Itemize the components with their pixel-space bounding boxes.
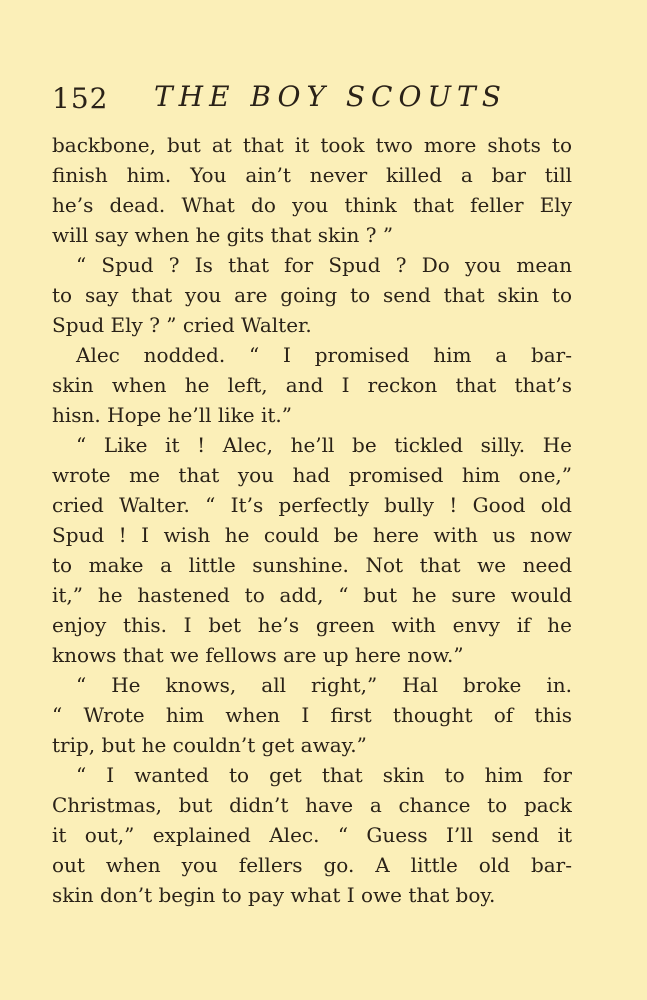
text-line: enjoy this. I bet he’s green with envy if he xyxy=(52,613,572,637)
text-line: knows that we fellows are up here now.” xyxy=(52,643,464,667)
text-line: to make a little sunshine. Not that we need xyxy=(52,553,572,577)
running-title: THE BOY SCOUTS xyxy=(154,80,507,113)
text-line: skin don’t begin to pay what I owe that boy. xyxy=(52,883,496,907)
text-line: “ Wrote him when I first thought of this xyxy=(52,703,572,727)
text-line: “ I wanted to get that skin to him for xyxy=(76,763,572,787)
text-line: he’s dead. What do you think that feller Ely xyxy=(52,193,572,217)
text-line: skin when he left, and I reckon that that’s xyxy=(52,373,572,397)
body-text xyxy=(52,130,572,910)
running-head xyxy=(52,74,572,118)
text-line: to say that you are going to send that skin to xyxy=(52,283,572,307)
text-line: it out,” explained Alec. “ Guess I’ll send it xyxy=(52,823,572,847)
text-line: “ Like it ! Alec, he’ll be tickled silly. He xyxy=(76,433,572,457)
text-line: trip, but he couldn’t get away.” xyxy=(52,733,367,757)
text-line: finish him. You ain’t never killed a bar till xyxy=(52,163,572,187)
text-line: “ He knows, all right,” Hal broke in. xyxy=(76,673,572,697)
text-line: it,” he hastened to add, “ but he sure would xyxy=(52,583,572,607)
page-number: 152 xyxy=(52,82,109,115)
text-line: Spud ! I wish he could be here with us now xyxy=(52,523,572,547)
text-line: cried Walter. “ It’s perfectly bully ! Good old xyxy=(52,493,572,517)
text-line: out when you fellers go. A little old bar- xyxy=(52,853,572,877)
text-line: hisn. Hope he’ll like it.” xyxy=(52,403,292,427)
text-line: Christmas, but didn’t have a chance to pack xyxy=(52,793,572,817)
text-line: wrote me that you had promised him one,” xyxy=(52,463,572,487)
text-line: “ Spud ? Is that for Spud ? Do you mean xyxy=(76,253,572,277)
text-line: Spud Ely ? ” cried Walter. xyxy=(52,313,312,337)
text-line: backbone, but at that it took two more shots to xyxy=(52,133,572,157)
text-line: Alec nodded. “ I promised him a bar- xyxy=(76,343,572,367)
text-line: will say when he gits that skin ? ” xyxy=(52,223,394,247)
